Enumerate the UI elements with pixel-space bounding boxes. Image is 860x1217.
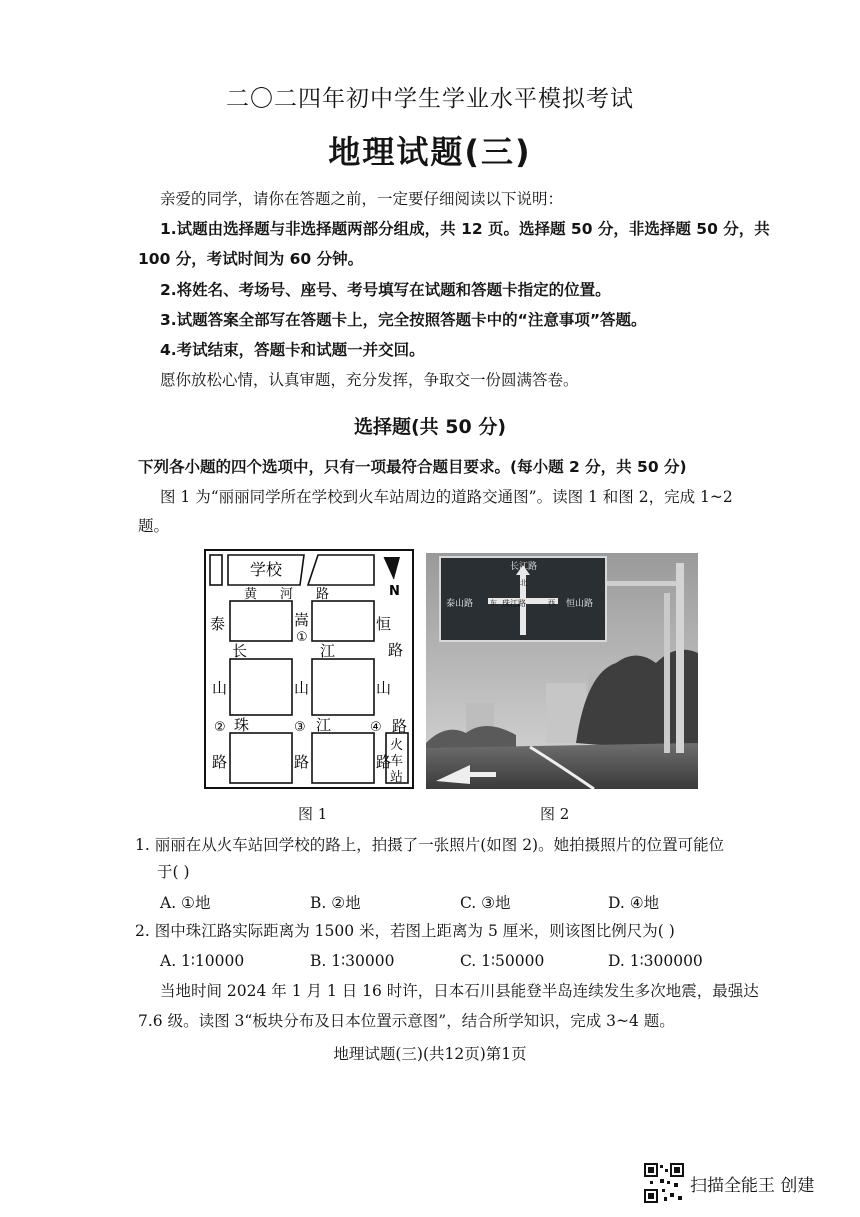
sign-dir-right: 西 [548, 599, 555, 607]
figure1-caption: 图 1 [298, 805, 328, 823]
sign-left-road: 泰山路 [446, 599, 474, 609]
road-huanghe-1: 黄 [244, 587, 258, 602]
exam-title: 二〇二四年初中学生学业水平模拟考试 [226, 86, 634, 112]
mark-2: ② [214, 720, 226, 735]
question-2-option-b: B. 1∶30000 [310, 952, 395, 970]
question-1-stem-line1: 1. 丽丽在从火车站回学校的路上，拍摄了一张照片(如图 2)。她拍摄照片的位置可能位 [135, 836, 725, 854]
mark-3: ③ [294, 720, 306, 735]
qr-code-icon [644, 1163, 684, 1203]
subject-title: 地理试题(三) [328, 133, 532, 171]
page-footer: 地理试题(三)(共12页)第1页 [333, 1045, 527, 1063]
greeting: 亲爱的同学，请你在答题之前，一定要仔细阅读以下说明： [160, 190, 564, 208]
question-intro-line1: 图 1 为“丽丽同学所在学校到火车站周边的道路交通图”。读图 1 和图 2，完成 1~2 [160, 488, 733, 506]
sign-top-road: 长江路 [510, 562, 538, 572]
question-2-option-d: D. 1∶300000 [608, 952, 703, 970]
road-taishan-2: 山 [212, 679, 228, 697]
sign-right-road: 恒山路 [566, 599, 594, 609]
school-label: 学校 [250, 560, 283, 579]
road-huanghe-3: 路 [316, 587, 330, 602]
road-huanghe-2: 河 [280, 587, 294, 602]
question-2-stem: 2. 图中珠江路实际距离为 1500 米，若图上距离为 5 厘米，则该图比例尺为( ) [135, 922, 675, 940]
figure2-road-sign-photo [426, 553, 698, 789]
sign-center-road: 珠江路 [502, 599, 526, 608]
instruction-3: 3.试题答案全部写在答题卡上，完全按照答题卡中的“注意事项”答题。 [160, 311, 647, 329]
instruction-2: 2.将姓名、考场号、座号、考号填写在试题和答题卡指定的位置。 [160, 281, 611, 299]
sign-dir-top: 北 [520, 579, 527, 587]
station-label-1: 火 [390, 738, 404, 753]
road-changjiang-1: 长 [232, 642, 248, 660]
question-intro-line2: 题。 [138, 517, 170, 535]
question-2-option-a: A. 1∶10000 [160, 952, 245, 970]
instruction-1-line1: 1.试题由选择题与非选择题两部分组成，共 12 页。选择题 50 分，非选择题 50 分，共 [160, 220, 770, 238]
watermark-text: 扫描全能王 创建 [690, 1176, 815, 1196]
road-songshan-1: 嵩 [294, 611, 310, 629]
instruction-4: 4.考试结束，答题卡和试题一并交回。 [160, 341, 425, 359]
road-changjiang-3: 路 [388, 641, 404, 659]
road-taishan-1: 泰 [210, 615, 226, 633]
road-songshan-2: 山 [294, 679, 310, 697]
mark-1: ① [296, 630, 308, 645]
figure1-road-map [204, 549, 414, 789]
road-zhujiang-2: 江 [316, 716, 332, 734]
mark-4: ④ [370, 720, 382, 735]
road-hengshan-3: 路 [376, 753, 392, 771]
question-1-option-b: B. ②地 [310, 894, 361, 912]
figure2-caption: 图 2 [540, 805, 570, 823]
question-1-option-c: C. ③地 [460, 894, 511, 912]
question-1-option-d: D. ④地 [608, 894, 660, 912]
road-zhujiang-3: 路 [392, 717, 408, 735]
station-label-3: 站 [390, 770, 404, 785]
road-taishan-3: 路 [212, 753, 228, 771]
road-hengshan-1: 恒 [376, 615, 392, 633]
question-1-stem-line2: 于( ) [157, 863, 190, 881]
section-title: 选择题(共 50 分) [353, 416, 507, 438]
instruction-1-line2: 100 分，考试时间为 60 分钟。 [138, 250, 364, 268]
next-intro-line2: 7.6 级。读图 3“板块分布及日本位置示意图”，结合所学知识，完成 3~4 题。 [138, 1012, 675, 1030]
road-zhujiang-1: 珠 [234, 716, 250, 734]
station-label-2: 车 [390, 754, 404, 769]
question-2-option-c: C. 1∶50000 [460, 952, 545, 970]
next-intro-line1: 当地时间 2024 年 1 月 1 日 16 时许，日本石川县能登半岛连续发生多次地震，最强达 [160, 982, 759, 1000]
north-label: N [389, 584, 400, 599]
wish-text: 愿你放松心情，认真审题，充分发挥，争取交一份圆满答卷。 [160, 371, 579, 389]
road-songshan-3: 路 [294, 753, 310, 771]
question-1-option-a: A. ①地 [160, 894, 211, 912]
road-hengshan-2: 山 [376, 679, 392, 697]
section-directive: 下列各小题的四个选项中，只有一项最符合题目要求。(每小题 2 分，共 50 分) [138, 458, 687, 476]
sign-dir-left: 东 [490, 599, 497, 607]
road-changjiang-2: 江 [320, 642, 336, 660]
